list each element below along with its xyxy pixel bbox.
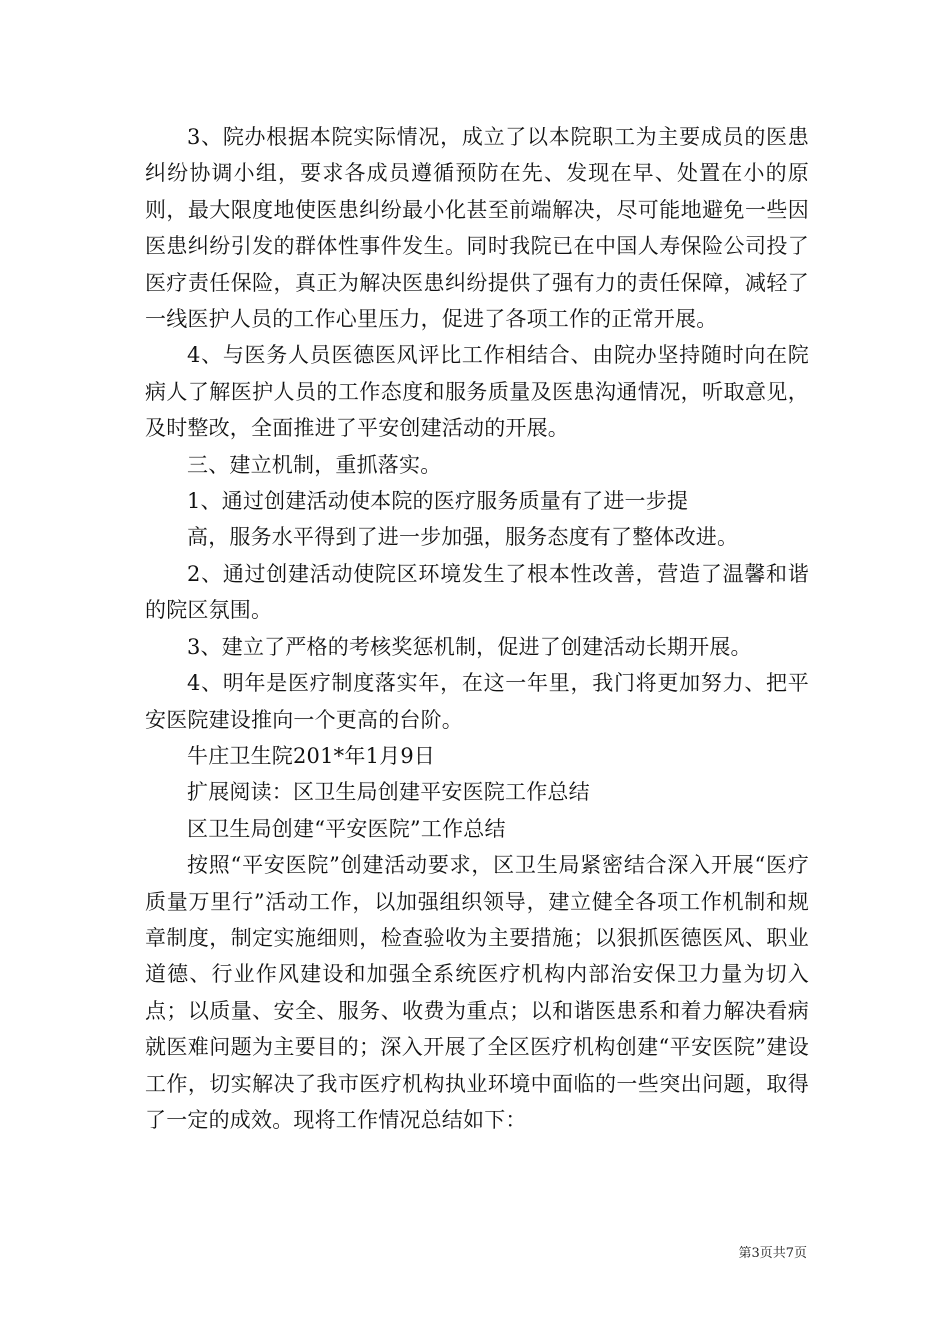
paragraph-4-next-year: 4、明年是医疗制度落实年，在这一年里，我门将更加努力、把平安医院建设推向一个更高的台阶。 <box>145 671 809 732</box>
section-heading-mechanism: 三、建立机制，重抓落实。 <box>187 452 442 477</box>
summary-title: 区卫生局创建“平安医院”工作总结 <box>187 816 506 841</box>
paragraph-2-environment: 2、通过创建活动使院区环境发生了根本性改善，营造了温馨和谐的院区氛围。 <box>145 561 809 623</box>
paragraph-1-continuation: 高，服务水平得到了进一步加强，服务态度有了整体改进。 <box>187 525 739 550</box>
paragraph-3-incentive-mechanism: 3、建立了严格的考核奖惩机制，促进了创建活动长期开展。 <box>187 634 752 659</box>
document-body <box>145 119 809 1138</box>
summary-intro-paragraph: 按照“平安医院”创建活动要求，区卫生局紧密结合深入开展“医疗质量万里行”活动工作，以加强组织领导，建立健全各项工作机制和规章制度，制定实施细则，检查验收为主要措施；以狠抓医德医风、职业道德、行业作风建设和加强全系统医疗机构内部治安保卫力量为切入点；以质量、安全、服务、收费为重点；以和谐医患系和着力解决看病就医难问题为主要目的；深入开展了全区医疗机构创建“平安医院”建设工作，切实解决了我市医疗机构执业环境中面临的一些突出问题，取得了一定的成效。现将工作情况总结如下： <box>145 853 809 1132</box>
paragraph-4-ethics-evaluation: 4、与医务人员医德医风评比工作相结合、由院办坚持随时向在院病人了解医护人员的工作态度和服务质量及医患沟通情况，听取意见，及时整改，全面推进了平安创建活动的开展。 <box>145 343 809 441</box>
paragraph-1-service-quality: 1、通过创建活动使本院的医疗服务质量有了进一步提 <box>187 489 689 514</box>
paragraph-3-mediation-group: 3、院办根据本院实际情况，成立了以本院职工为主要成员的医患纠纷协调小组，要求各成员遵循预防在先、发现在早、处置在小的原则，最大限度地使医患纠纷最小化甚至前端解决，尽可能地避免一些因医患纠纷引发的群体性事件发生。同时我院已在中国人寿保险公司投了医疗责任保险，真正为解决医患纠纷提供了强有力的责任保障，减轻了一线医护人员的工作心里压力，促进了各项工作的正常开展。 <box>145 125 809 332</box>
extended-reading-label: 扩展阅读：区卫生局创建平安医院工作总结 <box>187 780 590 805</box>
page-number: 第3页共7页 <box>738 1246 807 1261</box>
signature-date: 牛庄卫生院201*年1月9日 <box>187 743 436 768</box>
